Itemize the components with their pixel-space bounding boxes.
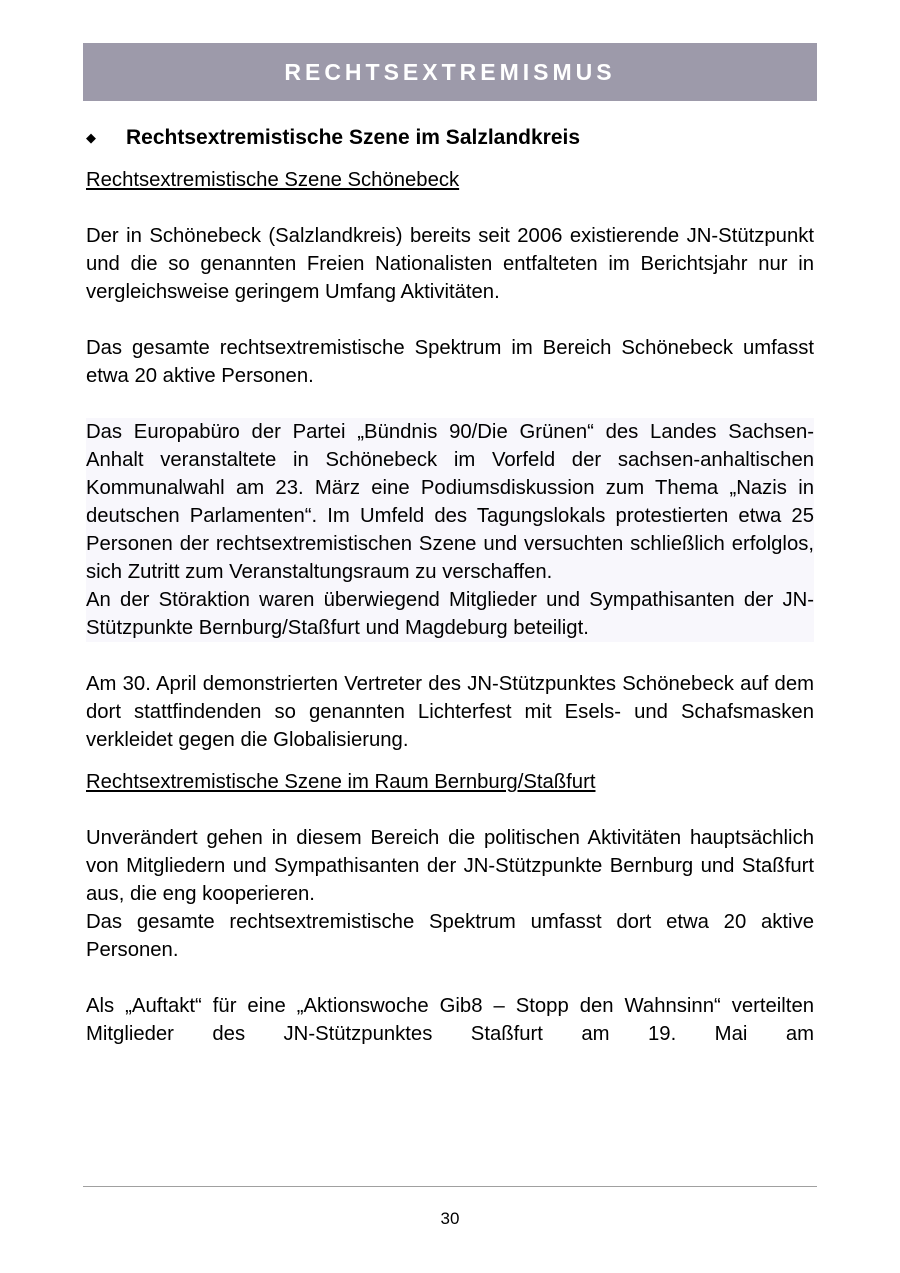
page-number: 30 xyxy=(440,1209,460,1228)
paragraph: Unverändert gehen in diesem Bereich die politischen Aktivitäten hauptsächlich von Mitgliedern und Sympathisanten der JN-Stützpunkte Bernburg und Staßfurt aus, die eng kooperieren. xyxy=(86,827,814,905)
highlighted-block xyxy=(86,418,814,642)
page-header-banner xyxy=(83,43,817,101)
paragraph: An der Störaktion waren überwiegend Mitglieder und Sympathisanten der JN-Stützpunkte Bernburg/Staßfurt und Magdeburg beteiligt. xyxy=(86,589,814,639)
paragraph: Als „Auftakt“ für eine „Aktionswoche Gib8 – Stopp den Wahnsinn“ verteilten Mitglieder des JN-Stützpunktes Staßfurt am 19. Mai am xyxy=(86,995,814,1045)
subheading-schoenebeck: Rechtsextremistische Szene Schönebeck xyxy=(86,169,460,191)
footer-divider xyxy=(83,1186,817,1187)
paragraph: Das gesamte rechtsextremistische Spektrum im Bereich Schönebeck umfasst etwa 20 aktive Personen. xyxy=(86,337,814,387)
section-title-text: Rechtsextremistische Szene im Salzlandkreis xyxy=(126,126,581,149)
paragraph: Der in Schönebeck (Salzlandkreis) bereits seit 2006 existierende JN-Stützpunkt und die so genannten Freien Nationalisten entfalteten im Berichtsjahr nur in vergleichsweise geringem Umfang Aktivitäten. xyxy=(86,225,814,303)
subheading-bernburg: Rechtsextremistische Szene im Raum Bernburg/Staßfurt xyxy=(86,771,596,793)
section-title xyxy=(86,124,814,152)
paragraph: Das Europabüro der Partei „Bündnis 90/Die Grünen“ des Landes Sachsen-Anhalt veranstaltete in Schönebeck im Vorfeld der sachsen-anhaltischen Kommunalwahl am 23. März eine Podiumsdiskussion zum Thema „Nazis in deutschen Parlamenten“. Im Umfeld des Tagungslokals protestierten etwa 25 Personen der rechtsextremistischen Szene und versuchten schließlich erfolglos, sich Zutritt zum Veranstaltungsraum zu verschaffen. xyxy=(86,421,814,583)
paragraph: Das gesamte rechtsextremistische Spektrum umfasst dort etwa 20 aktive Personen. xyxy=(86,911,814,961)
page-header-title: RECHTSEXTREMISMUS xyxy=(284,59,616,85)
diamond-bullet-icon: ◆ xyxy=(86,130,96,145)
page-body xyxy=(86,124,814,1048)
paragraph: Am 30. April demonstrierten Vertreter des JN-Stützpunktes Schönebeck auf dem dort stattfindenden so genannten Lichterfest mit Esels- und Schafsmasken verkleidet gegen die Globalisierung. xyxy=(86,673,814,751)
